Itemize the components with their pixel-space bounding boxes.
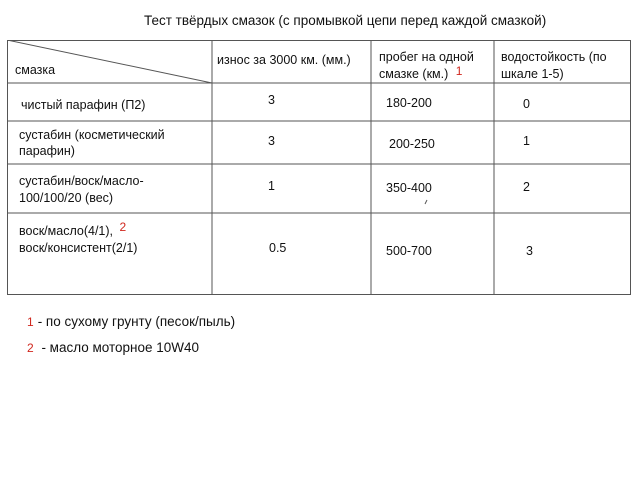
row3-name-line1: сустабин/воск/масло- bbox=[19, 174, 144, 188]
footnote-1-mark: 1 bbox=[27, 315, 34, 329]
header-wear: износ за 3000 км. (мм.) bbox=[217, 53, 351, 67]
header-lubricant: смазка bbox=[15, 63, 56, 77]
footnote-2 bbox=[27, 340, 199, 355]
row2-wear: 3 bbox=[268, 134, 275, 148]
row4-name-line2: воск/консистент(2/1) bbox=[19, 241, 138, 255]
footnote-2-text: - масло моторное 10W40 bbox=[37, 340, 200, 355]
row4-mileage: 500-700 bbox=[386, 244, 432, 258]
row4-wear: 0.5 bbox=[269, 241, 287, 255]
row1-mileage: 180-200 bbox=[386, 96, 432, 110]
header-mileage-line1: пробег на одной bbox=[379, 50, 474, 64]
row2-mileage: 200-250 bbox=[389, 137, 435, 151]
row4-name-text: воск/масло(4/1), bbox=[19, 224, 114, 238]
row4-water: 3 bbox=[526, 244, 533, 258]
row1-wear: 3 bbox=[268, 93, 275, 107]
stray-mark bbox=[425, 200, 427, 204]
row2-name-line1: сустабин (косметический bbox=[19, 128, 165, 142]
page-title: Тест твёрдых смазок (с промывкой цепи перед каждой смазкой) bbox=[144, 13, 547, 28]
header-water-line1: водостойкость (по bbox=[501, 50, 607, 64]
row4-name-line1 bbox=[19, 220, 127, 239]
footnote-ref-2: 2 bbox=[119, 220, 127, 234]
footnote-ref-1: 1 bbox=[455, 64, 463, 78]
footnote-2-mark: 2 bbox=[27, 341, 34, 355]
row1-water: 0 bbox=[523, 97, 530, 111]
row3-mileage: 350-400 bbox=[386, 181, 432, 195]
footnote-1 bbox=[27, 314, 235, 329]
header-mileage-line2 bbox=[379, 66, 462, 82]
footnote-1-text: - по сухому грунту (песок/пыль) bbox=[37, 314, 236, 329]
row2-water: 1 bbox=[523, 134, 530, 148]
row3-name-line2: 100/100/20 (вес) bbox=[19, 191, 114, 205]
row3-water: 2 bbox=[523, 180, 530, 194]
row3-wear: 1 bbox=[268, 179, 275, 193]
header-water-line2: шкале 1-5) bbox=[501, 67, 564, 81]
header-mileage-text: смазке (км.) bbox=[379, 67, 449, 81]
lubricant-table bbox=[7, 40, 631, 295]
row2-name-line2: парафин) bbox=[19, 144, 75, 158]
row1-name: чистый парафин (П2) bbox=[21, 98, 146, 112]
